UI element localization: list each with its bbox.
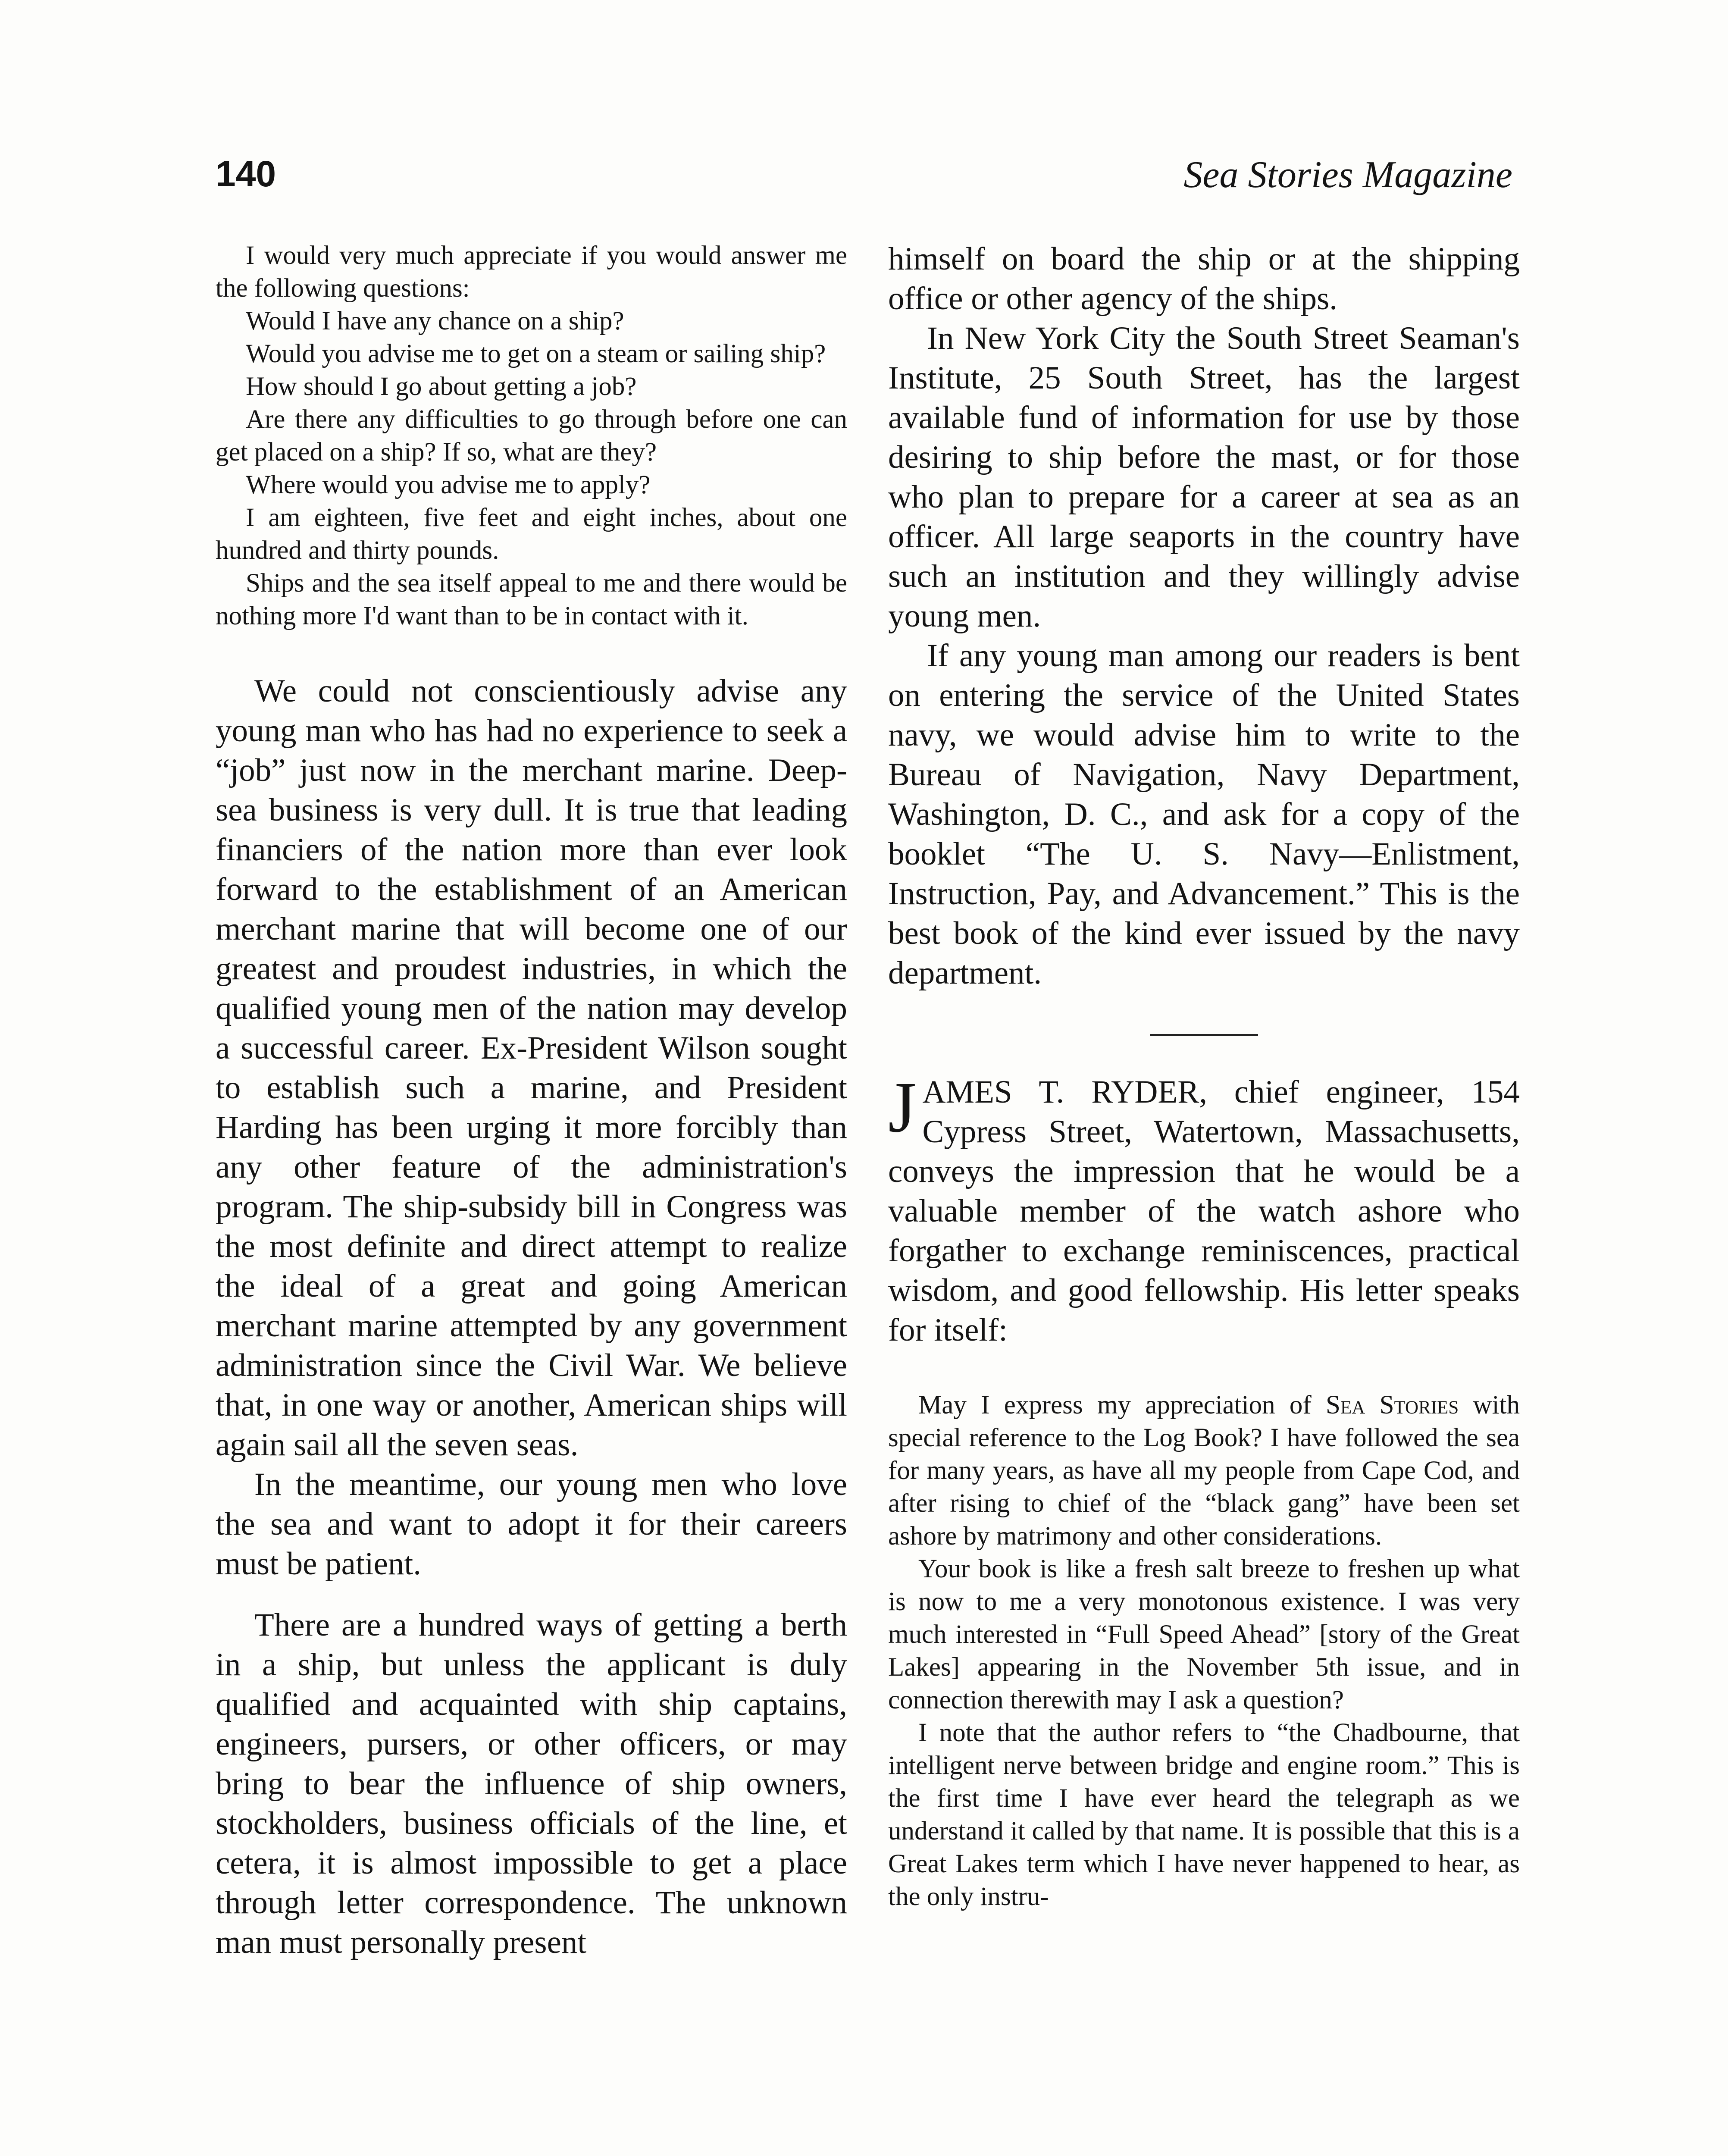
letter-paragraph: Ships and the sea itself appeal to me and there would be nothing more I'd want than to be in contact with it. bbox=[216, 569, 847, 630]
reader-letter bbox=[216, 239, 847, 633]
body-paragraph: If any young man among our readers is bent on entering the service of the United States navy, we would advise him to write to the Bureau of Navigation, Navy Department, Washington, D. C., and ask for a copy of the booklet “The U. S. Navy—Enlistment, Instruction, Pay, and Advancement.” This is the best book of the kind ever issued by the navy department. bbox=[888, 638, 1520, 991]
letter-paragraph: Where would you advise me to apply? bbox=[246, 470, 651, 499]
letter-paragraph bbox=[888, 1389, 1520, 1553]
letter-paragraph: Your book is like a fresh salt breeze to freshen up what is now to me a very monotonous existence. I was very much interested in “Full Speed Ahead” [story of the Great Lakes] appearing in the November 5th issue, and in connection therewith may I ask a question? bbox=[888, 1554, 1520, 1714]
letter-paragraph: Would I have any chance on a ship? bbox=[246, 307, 624, 335]
ryder-intro-text: chief engineer, 154 Cypress Street, Watertown, Massachusetts, conveys the impression that he would be a valuable member of the watch ashore who forgather to exchange reminiscences, practical wisdom, and good fellowship. His letter speaks for itself: bbox=[888, 1074, 1520, 1348]
ryder-letter bbox=[888, 1389, 1520, 1913]
letter-paragraph: I am eighteen, five feet and eight inches, about one hundred and thirty pounds. bbox=[216, 503, 847, 565]
body-paragraph: In New York City the South Street Seaman's Institute, 25 South Street, has the largest available fund of information for use by those desiring to ship before the mast, or for those who plan to prepare for a career at sea as an officer. All large seaports in the country have such an institution and they willingly advise young men. bbox=[888, 320, 1520, 634]
right-column bbox=[888, 239, 1520, 1913]
ryder-intro bbox=[888, 1067, 1520, 1350]
letter-text: with special reference to the Log Book? I have followed the sea for many years, as have all my people from Cape Cod, and after rising to chief of the “black gang” have been set ashore by matrimony and other considerations. bbox=[888, 1391, 1520, 1551]
body-paragraph: We could not conscientiously advise any young man who has had no experience to seek a “job” just now in the merchant marine. Deep-sea business is very dull. It is true that leading financiers of the nation more than ever look forward to the establishment of an American merchant marine that will become one of our greatest and proudest industries, in which the qualified young men of the nation may develop a successful career. Ex-President Wilson sought to establish such a marine, and President Harding has been urging it more forcibly than any other feature of the administration's program. The ship-subsidy bill in Congress was the most definite and direct attempt to realize the ideal of a great and going American merchant marine attempted by any government administration since the Civil War. We believe that, in one way or another, American ships will again sail all the seven seas. bbox=[216, 673, 847, 1463]
letter-paragraph: Would you advise me to get on a steam or sailing ship? bbox=[246, 339, 826, 368]
body-paragraph: himself on board the ship or at the shipping office or other agency of the ships. bbox=[888, 241, 1520, 317]
letter-paragraph: I note that the author refers to “the Chadbourne, that intelligent nerve between bridge and engine room.” This is the first time I have ever heard the telegraph as we understand it called by that name. It is possible that this is a Great Lakes term which I have never happened to hear, as the only instru- bbox=[888, 1718, 1520, 1911]
letter-text: May I express my appreciation of bbox=[918, 1391, 1326, 1420]
magazine-name-smallcaps: Sea Stories bbox=[1326, 1391, 1459, 1420]
letter-paragraph: I would very much appreciate if you would answer me the following questions: bbox=[216, 241, 847, 303]
ryder-intro-paragraph bbox=[888, 1067, 1520, 1350]
letter-paragraph: How should I go about getting a job? bbox=[246, 372, 637, 401]
page-header bbox=[216, 153, 1512, 205]
drop-cap: J bbox=[888, 1067, 917, 1147]
page-number: 140 bbox=[216, 154, 276, 194]
magazine-title: Sea Stories Magazine bbox=[1183, 154, 1512, 196]
ryder-name: AMES T. RYDER, bbox=[922, 1074, 1207, 1110]
letter-paragraph: Are there any difficulties to go through before one can get placed on a ship? If so, what are they? bbox=[216, 405, 847, 467]
editor-reply bbox=[216, 671, 847, 1962]
section-divider bbox=[1150, 1034, 1258, 1036]
editor-reply-continued bbox=[888, 239, 1520, 993]
body-paragraph: There are a hundred ways of getting a berth in a ship, but unless the applicant is duly qualified and acquainted with ship captains, engineers, pursers, or other officers, or may bring to bear the influence of ship owners, stockholders, business officials of the line, et cetera, it is almost impossible to get a place through letter correspondence. The unknown man must personally present bbox=[216, 1607, 847, 1960]
body-paragraph: In the meantime, our young men who love the sea and want to adopt it for their careers must be patient. bbox=[216, 1467, 847, 1582]
left-column bbox=[216, 239, 847, 1962]
